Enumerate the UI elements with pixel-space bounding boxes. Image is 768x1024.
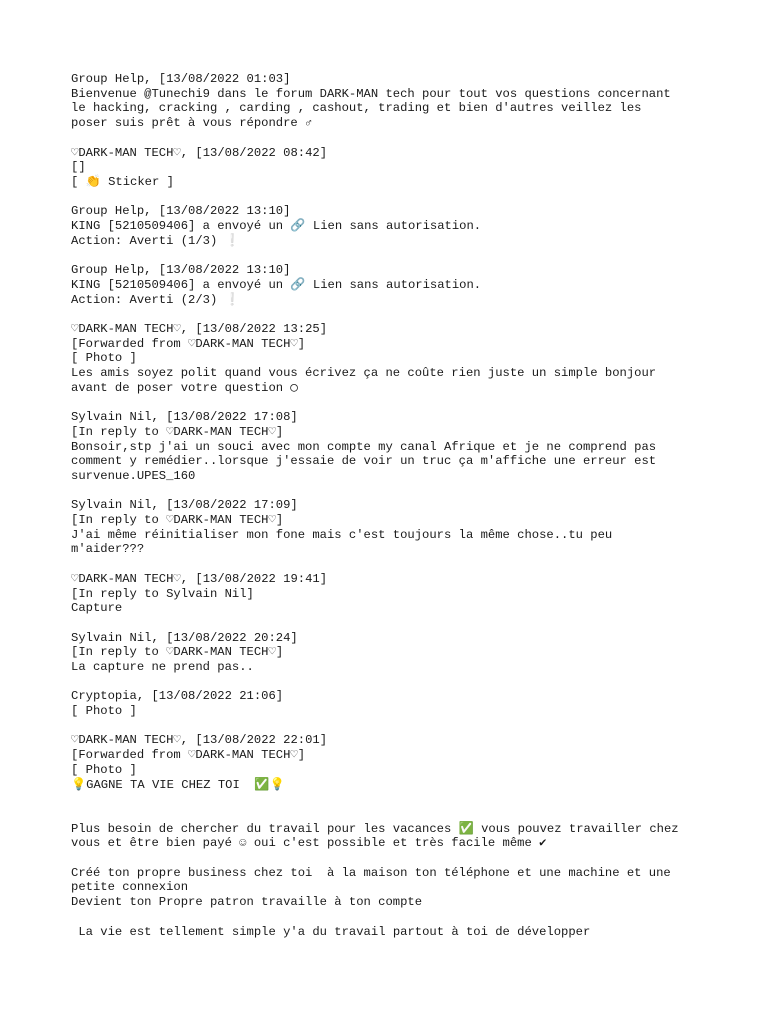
message-header: ♡DARK-MAN TECH♡, [13/08/2022 13:25]	[71, 321, 328, 336]
message-text-line: petite connexion	[71, 880, 189, 895]
message-reference: [In reply to ♡DARK-MAN TECH♡]	[71, 513, 284, 527]
chat-message	[71, 204, 711, 248]
blank-line	[71, 910, 711, 925]
message-header: Sylvain Nil, [13/08/2022 17:08]	[71, 410, 298, 425]
message-text-line: KING [5210509406] a envoyé un 🔗 Lien sans autorisation.	[71, 277, 482, 292]
message-text-line: KING [5210509406] a envoyé un 🔗 Lien sans autorisation.	[71, 219, 482, 233]
message-text-line: Capture	[71, 601, 123, 616]
message-text-line: comment y remédier..lorsque j'essaie de voir un truc ça m'affiche une erreur est	[71, 454, 657, 469]
message-text-line: poser suis prêt à vous répondre ♂	[71, 116, 313, 131]
message-header: Sylvain Nil, [13/08/2022 20:24]	[71, 630, 298, 645]
blank-line	[71, 792, 711, 807]
message-reference: [Forwarded from ♡DARK-MAN TECH♡]	[71, 336, 306, 351]
message-attachment: [ Photo ]	[71, 704, 137, 719]
message-attachment: [ Photo ]	[71, 762, 137, 777]
message-reference: [In reply to ♡DARK-MAN TECH♡]	[71, 645, 284, 660]
chat-message	[71, 263, 711, 307]
message-attachment: [ 👏 Sticker ]	[71, 174, 174, 189]
message-text-line: La vie est tellement simple y'a du travail partout à toi de développer	[71, 924, 591, 939]
message-header: Group Help, [13/08/2022 13:10]	[71, 204, 291, 219]
message-text-line: Les amis soyez polit quand vous écrivez ça ne coûte rien juste un simple bonjour	[71, 366, 657, 380]
message-text-line: avant de poser votre question ◯	[71, 380, 298, 395]
message-text-line: Action: Averti (2/3) ❕	[71, 292, 240, 307]
message-text-line: Bienvenue @Tunechi9 dans le forum DARK-MAN tech pour tout vos questions concernant	[71, 86, 671, 101]
chat-message	[71, 631, 711, 675]
chat-message	[71, 572, 711, 616]
message-header: Group Help, [13/08/2022 13:10]	[71, 263, 291, 278]
message-header: Sylvain Nil, [13/08/2022 17:09]	[71, 498, 298, 513]
chat-message	[71, 733, 711, 939]
message-text-line: Bonsoir,stp j'ai un souci avec mon compte my canal Afrique et je ne comprend pas	[71, 439, 657, 454]
message-header: ♡DARK-MAN TECH♡, [13/08/2022 08:42]	[71, 145, 328, 160]
message-header: ♡DARK-MAN TECH♡, [13/08/2022 19:41]	[71, 571, 328, 586]
message-attachment: [ Photo ]	[71, 351, 137, 366]
chat-message	[71, 410, 711, 484]
message-text-line: J'ai même réinitialiser mon fone mais c'est toujours la même chose..tu peu	[71, 527, 613, 542]
chat-message	[71, 689, 711, 718]
chat-message	[71, 146, 711, 190]
message-reference: [Forwarded from ♡DARK-MAN TECH♡]	[71, 748, 306, 763]
chat-message	[71, 498, 711, 557]
blank-line	[71, 851, 711, 866]
message-text-line: m'aider???	[71, 542, 145, 557]
message-text-line: Devient ton Propre patron travaille à ton compte	[71, 895, 423, 910]
message-attachment: []	[71, 160, 86, 175]
message-text-line: vous et être bien payé ☺ oui c'est possible et très facile même ✔	[71, 836, 547, 851]
blank-line	[71, 807, 711, 822]
message-text-line: Plus besoin de chercher du travail pour les vacances ✅ vous pouvez travailler chez	[71, 821, 679, 836]
message-header: ♡DARK-MAN TECH♡, [13/08/2022 22:01]	[71, 733, 328, 748]
message-reference: [In reply to ♡DARK-MAN TECH♡]	[71, 424, 284, 439]
message-text-line: La capture ne prend pas..	[71, 660, 254, 674]
message-header: Cryptopia, [13/08/2022 21:06]	[71, 689, 284, 704]
message-text-line: survenue.UPES_160	[71, 468, 196, 483]
chat-export-document	[71, 72, 711, 954]
chat-message	[71, 322, 711, 396]
message-reference: [In reply to Sylvain Nil]	[71, 586, 254, 601]
chat-message	[71, 72, 711, 131]
message-text-line: Action: Averti (1/3) ❕	[71, 233, 240, 248]
message-header: Group Help, [13/08/2022 01:03]	[71, 72, 291, 86]
message-text-line: 💡GAGNE TA VIE CHEZ TOI ✅💡	[71, 777, 285, 792]
message-text-line: Créé ton propre business chez toi à la maison ton téléphone et une machine et une	[71, 865, 671, 880]
message-text-line: le hacking, cracking , carding , cashout, trading et bien d'autres veillez les	[71, 101, 642, 116]
